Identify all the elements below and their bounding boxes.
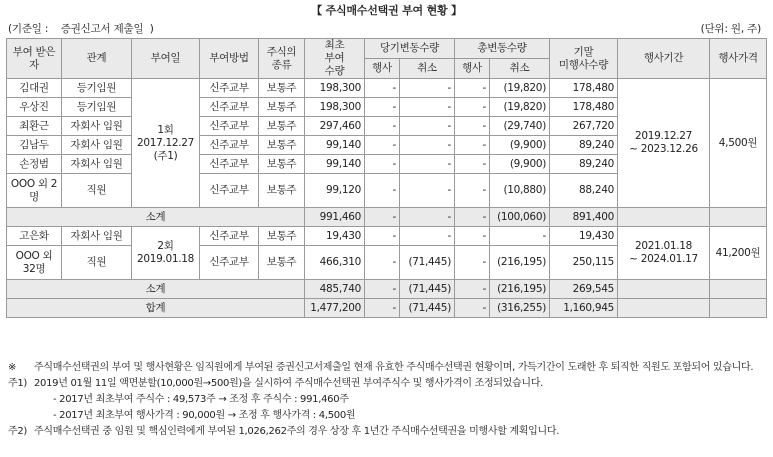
period-cancelled-cell: -	[400, 174, 455, 208]
footnote-mark: 주1)	[8, 378, 28, 389]
recipient-cell: OOO 외 32명	[7, 246, 62, 280]
period-exercised-cell: -	[365, 136, 400, 155]
outstanding-cell: 178,480	[550, 79, 618, 98]
header-recipient: 부여 받은자	[7, 39, 62, 79]
period-cancelled-cell: -	[400, 155, 455, 174]
initial-cell: 198,300	[305, 79, 365, 98]
period-exercised-cell: -	[365, 246, 400, 280]
method-cell: 신주교부	[200, 227, 259, 246]
total-exercised-cell: -	[455, 174, 490, 208]
method-cell: 신주교부	[200, 136, 259, 155]
relation-cell: 직원	[62, 246, 132, 280]
header-method: 부여방법	[200, 39, 259, 79]
document-title: 【 주식매수선택권 부여 현황 】	[311, 4, 462, 17]
outstanding-cell: 269,545	[550, 280, 618, 299]
stock-type-cell: 보통주	[259, 136, 305, 155]
footnote-text: - 2017년 최초부여 주식수 : 49,573주 → 조정 후 주식수 : 991,460주	[53, 394, 349, 405]
exercise-price-cell: 4,500원	[710, 79, 767, 208]
stock-type-cell: 보통주	[259, 117, 305, 136]
period-cancelled-cell: -	[400, 136, 455, 155]
header-stock-type: 주식의 종류	[259, 39, 305, 79]
outstanding-cell: 267,720	[550, 117, 618, 136]
initial-cell: 99,140	[305, 155, 365, 174]
header-period-exercised: 행사	[365, 59, 400, 79]
total-cancelled-cell: (216,195)	[490, 280, 550, 299]
recipient-cell: 김대권	[7, 79, 62, 98]
outstanding-cell: 19,430	[550, 227, 618, 246]
outstanding-cell: 178,480	[550, 98, 618, 117]
empty-cell	[710, 280, 767, 299]
relation-cell: 자회사 임원	[62, 117, 132, 136]
outstanding-cell: 89,240	[550, 155, 618, 174]
recipient-cell: 김남두	[7, 136, 62, 155]
total-cancelled-cell: (19,820)	[490, 98, 550, 117]
footnote-text: 주식매수선택권 중 임원 및 핵심인력에게 부여된 1,026,262주의 경우 상장 후 1년간 주식매수선택권을 미행사할 계획입니다.	[34, 426, 560, 437]
total-cancelled-cell: (216,195)	[490, 246, 550, 280]
footnote-text: - 2017년 최초부여 행사가격 : 90,000원 → 조정 후 행사가격 : 4,500원	[53, 410, 356, 421]
total-exercised-cell: -	[455, 79, 490, 98]
total-row	[7, 299, 767, 318]
header-period-change: 당기변동수량	[365, 39, 455, 59]
subtotal-label: 소계	[7, 208, 305, 227]
initial-cell: 99,140	[305, 136, 365, 155]
subtotal-row	[7, 208, 767, 227]
outstanding-cell: 891,400	[550, 208, 618, 227]
unit-label: (단위: 원, 주)	[700, 23, 761, 35]
method-cell: 신주교부	[200, 155, 259, 174]
outstanding-cell: 1,160,945	[550, 299, 618, 318]
initial-cell: 297,460	[305, 117, 365, 136]
initial-cell: 1,477,200	[305, 299, 365, 318]
outstanding-cell: 250,115	[550, 246, 618, 280]
total-exercised-cell: -	[455, 227, 490, 246]
total-cancelled-cell: -	[490, 227, 550, 246]
header-period-cancelled: 취소	[400, 59, 455, 79]
period-exercised-cell: -	[365, 208, 400, 227]
footnotes	[8, 360, 766, 440]
empty-cell	[618, 299, 710, 318]
total-cancelled-cell: (19,820)	[490, 79, 550, 98]
header-relation: 관계	[62, 39, 132, 79]
header-exercise-price: 행사가격	[710, 39, 767, 79]
footnote	[8, 376, 766, 392]
footnote	[8, 424, 766, 440]
recipient-cell: OOO 외 2명	[7, 174, 62, 208]
exercise-period-cell: 2021.01.18 ~ 2024.01.17	[618, 227, 710, 280]
initial-cell: 485,740	[305, 280, 365, 299]
initial-cell: 19,430	[305, 227, 365, 246]
empty-cell	[710, 208, 767, 227]
relation-cell: 자회사 임원	[62, 227, 132, 246]
method-cell: 신주교부	[200, 246, 259, 280]
header-grant-date: 부여일	[132, 39, 200, 79]
total-cancelled-cell: (100,060)	[490, 208, 550, 227]
footnote-text: 주식매수선택권의 부여 및 행사현황은 임직원에게 부여된 증권신고서제출일 현재 유효한 주식매수선택권 현황이며, 가득기간이 도래한 후 퇴직한 직원도 포함되어 있습니다.	[34, 362, 754, 373]
stock-option-table	[6, 38, 767, 318]
exercise-price-cell: 41,200원	[710, 227, 767, 280]
recipient-cell: 고은화	[7, 227, 62, 246]
subtotal-row	[7, 280, 767, 299]
initial-cell: 991,460	[305, 208, 365, 227]
period-cancelled-cell: -	[400, 98, 455, 117]
method-cell: 신주교부	[200, 117, 259, 136]
recipient-cell: 최환근	[7, 117, 62, 136]
empty-cell	[618, 208, 710, 227]
period-exercised-cell: -	[365, 79, 400, 98]
relation-cell: 자회사 임원	[62, 155, 132, 174]
recipient-cell: 손정범	[7, 155, 62, 174]
period-cancelled-cell: -	[400, 208, 455, 227]
period-cancelled-cell: -	[400, 227, 455, 246]
total-exercised-cell: -	[455, 136, 490, 155]
method-cell: 신주교부	[200, 98, 259, 117]
footnote-mark	[8, 408, 34, 424]
relation-cell: 등기임원	[62, 79, 132, 98]
stock-type-cell: 보통주	[259, 79, 305, 98]
total-exercised-cell: -	[455, 280, 490, 299]
total-exercised-cell: -	[455, 98, 490, 117]
period-exercised-cell: -	[365, 227, 400, 246]
subtotal-label: 소계	[7, 280, 305, 299]
recipient-cell: 우상진	[7, 98, 62, 117]
reference-date: (기준일 : 증권신고서 제출일 )	[8, 23, 154, 35]
header-outstanding: 기말 미행사수량	[550, 39, 618, 79]
stock-type-cell: 보통주	[259, 174, 305, 208]
period-exercised-cell: -	[365, 174, 400, 208]
table-row	[7, 227, 767, 246]
total-cancelled-cell: (9,900)	[490, 136, 550, 155]
header-total-exercised: 행사	[455, 59, 490, 79]
header-total-change: 총변동수량	[455, 39, 550, 59]
period-exercised-cell: -	[365, 117, 400, 136]
footnote	[8, 360, 766, 376]
initial-cell: 198,300	[305, 98, 365, 117]
initial-cell: 99,120	[305, 174, 365, 208]
period-cancelled-cell: -	[400, 79, 455, 98]
footnote-mark: ※	[8, 362, 17, 373]
method-cell: 신주교부	[200, 79, 259, 98]
initial-cell: 466,310	[305, 246, 365, 280]
table-row	[7, 79, 767, 98]
empty-cell	[618, 280, 710, 299]
period-cancelled-cell: -	[400, 117, 455, 136]
relation-cell: 등기임원	[62, 98, 132, 117]
footnote-mark: 주2)	[8, 426, 28, 437]
total-exercised-cell: -	[455, 299, 490, 318]
grant-date-cell: 1회 2017.12.27 (주1)	[132, 79, 200, 208]
outstanding-cell: 89,240	[550, 136, 618, 155]
empty-cell	[710, 299, 767, 318]
total-label: 합계	[7, 299, 305, 318]
period-cancelled-cell: (71,445)	[400, 299, 455, 318]
stock-type-cell: 보통주	[259, 246, 305, 280]
grant-date-cell: 2회 2019.01.18	[132, 227, 200, 280]
total-cancelled-cell: (29,740)	[490, 117, 550, 136]
total-exercised-cell: -	[455, 117, 490, 136]
header-exercise-period: 행사기간	[618, 39, 710, 79]
relation-cell: 자회사 임원	[62, 136, 132, 155]
total-exercised-cell: -	[455, 208, 490, 227]
footnote	[8, 392, 766, 408]
total-exercised-cell: -	[455, 246, 490, 280]
period-exercised-cell: -	[365, 280, 400, 299]
period-cancelled-cell: (71,445)	[400, 246, 455, 280]
footnote-mark	[8, 392, 34, 408]
footnote-text: 2019년 01월 11일 액면분할(10,000원→500원)을 실시하여 주식매수선택권 부여주식수 및 행사가격이 조정되었습니다.	[34, 378, 543, 389]
stock-type-cell: 보통주	[259, 98, 305, 117]
period-exercised-cell: -	[365, 299, 400, 318]
total-cancelled-cell: (10,880)	[490, 174, 550, 208]
header-initial: 최초 부여 수량	[305, 39, 365, 79]
stock-type-cell: 보통주	[259, 227, 305, 246]
period-exercised-cell: -	[365, 98, 400, 117]
stock-type-cell: 보통주	[259, 155, 305, 174]
relation-cell: 직원	[62, 174, 132, 208]
total-exercised-cell: -	[455, 155, 490, 174]
period-cancelled-cell: (71,445)	[400, 280, 455, 299]
header-total-cancelled: 취소	[490, 59, 550, 79]
method-cell: 신주교부	[200, 174, 259, 208]
outstanding-cell: 88,240	[550, 174, 618, 208]
period-exercised-cell: -	[365, 155, 400, 174]
exercise-period-cell: 2019.12.27 ~ 2023.12.26	[618, 79, 710, 208]
footnote	[8, 408, 766, 424]
total-cancelled-cell: (316,255)	[490, 299, 550, 318]
total-cancelled-cell: (9,900)	[490, 155, 550, 174]
